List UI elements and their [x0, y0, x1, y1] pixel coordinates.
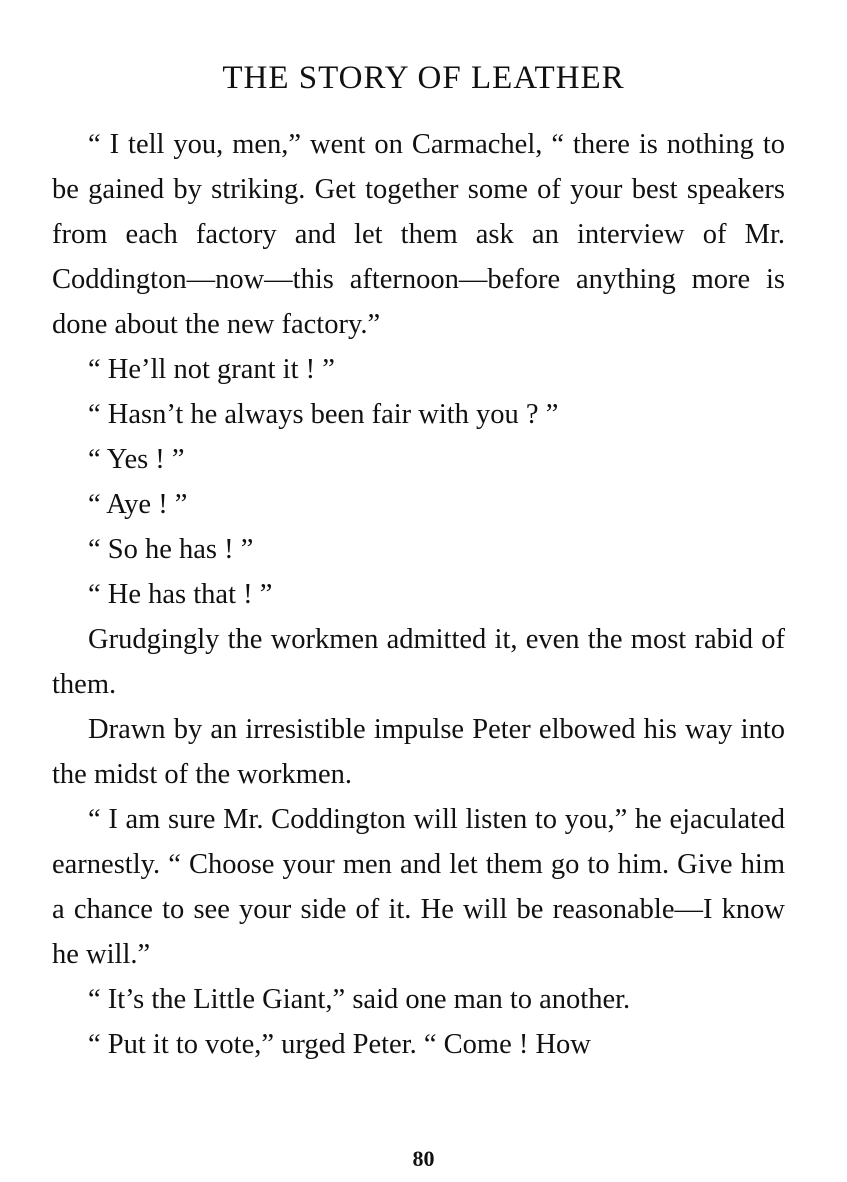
paragraph: Grudgingly the workmen admitted it, even the most rabid of them.: [52, 624, 785, 700]
body-text: [52, 122, 785, 1067]
paragraph: “ It’s the Little Giant,” said one man to another.: [88, 984, 631, 1015]
paragraph: “ He has that ! ”: [88, 579, 273, 610]
paragraph: “ So he has ! ”: [88, 534, 254, 565]
paragraph: “ He’ll not grant it ! ”: [88, 354, 335, 385]
running-head: THE STORY OF LEATHER: [222, 60, 625, 96]
paragraph: “ Yes ! ”: [88, 444, 185, 475]
paragraph: Drawn by an irresistible impulse Peter elbowed his way into the midst of the workmen.: [52, 714, 785, 790]
paragraph: “ Hasn’t he always been fair with you ? ”: [88, 399, 559, 430]
paragraph: “ I tell you, men,” went on Carmachel, “ there is nothing to be gained by striking. Get together some of your best speakers from each factory and let them ask an interview of Mr. Coddington—now—this afternoon—before anything more is done about the new factory.”: [52, 129, 785, 340]
paragraph: “ Aye ! ”: [88, 489, 188, 520]
page-number: 80: [412, 1146, 435, 1171]
paragraph: “ I am sure Mr. Coddington will listen to you,” he ejaculated earnestly. “ Choose your men and let them go to him. Give him a chance to see your side of it. He will be reasonable—I know he will.”: [52, 804, 785, 970]
paragraph: “ Put it to vote,” urged Peter. “ Come ! How: [88, 1029, 591, 1060]
